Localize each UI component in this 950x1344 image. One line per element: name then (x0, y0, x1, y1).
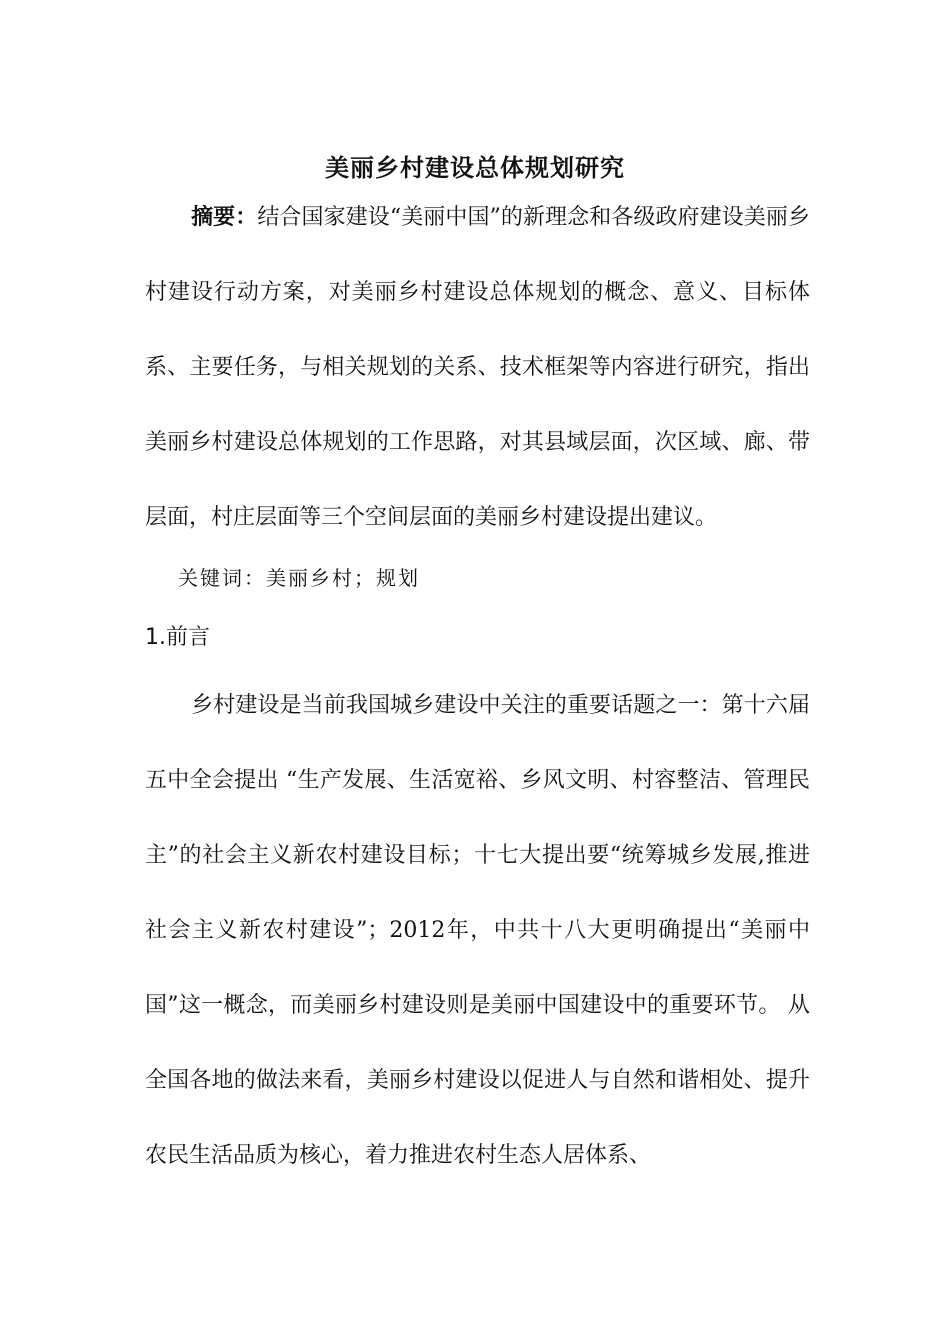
abstract-paragraph (145, 180, 810, 555)
document-title: 美丽乡村建设总体规划研究 (325, 154, 625, 183)
section-heading-introduction: 1.前言 (145, 625, 210, 650)
keywords-line: 关键词：美丽乡村；规划 (178, 566, 420, 590)
introduction-text: 乡村建设是当前我国城乡建设中关注的重要话题之一：第十六届五中全会提出 “生产发展、生活宽裕、乡风文明、村容整洁、管理民主”的社会主义新农村建设目标；十七大提出要“统筹城乡发展,推进社会主义新农村建设”；2012年，中共十八大更明确提出“美丽中国”这一概念，而美丽乡村建设则是美丽中国建设中的重要环节。 从全国各地的做法来看，美丽乡村建设以促进人与自然和谐相处、提升农民生活品质为核心，着力推进农村生态人居体系、 (145, 693, 810, 1168)
introduction-paragraph (145, 668, 810, 1193)
abstract-text: 结合国家建设“美丽中国”的新理念和各级政府建设美丽乡村建设行动方案，对美丽乡村建设总体规划的概念、意义、目标体系、主要任务，与相关规划的关系、技术框架等内容进行研究，指出美丽乡村建设总体规划的工作思路，对其县域层面，次区域、廊、带层面，村庄层面等三个空间层面的美丽乡村建设提出建议。 (145, 205, 810, 530)
abstract-label: 摘要： (191, 205, 258, 230)
